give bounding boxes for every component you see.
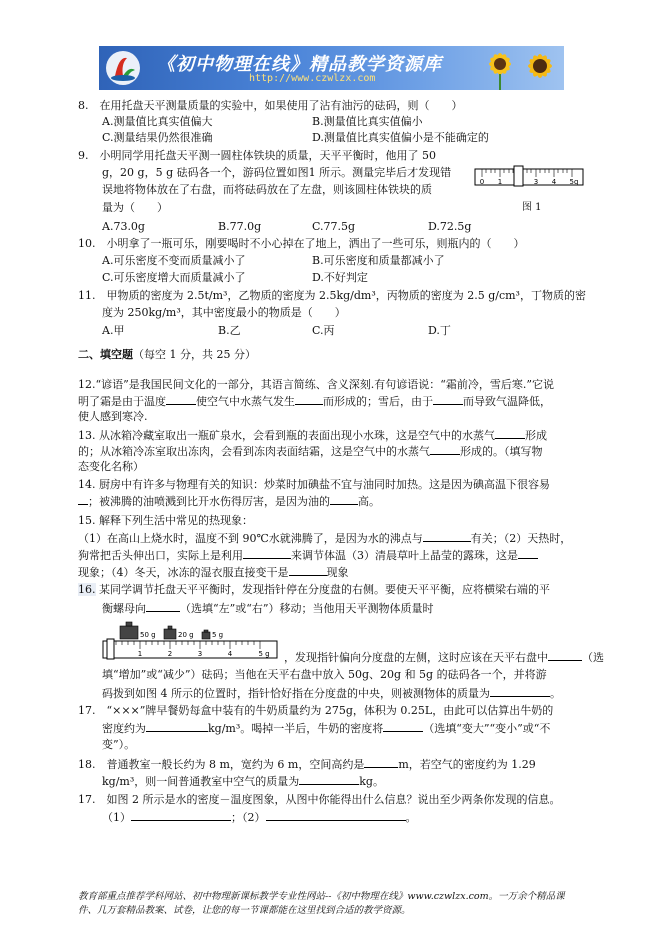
q18-blank-2[interactable]	[299, 774, 359, 785]
rider-icon	[514, 166, 523, 186]
q11-option-c: C.丙	[312, 324, 335, 337]
q9-line-3: 误地将物体放在了右盘，而将砝码放在了左盘，则该圆柱体铁块的质	[102, 183, 432, 196]
q13-line-3: 态变化名称）	[78, 460, 144, 473]
sunflower-icon	[479, 46, 521, 90]
q13-line-1: 13. 从冰箱冷藏室取出一瓶矿泉水，会看到瓶的表面出现小水珠，这是空气中的水蒸气 形成	[78, 429, 547, 442]
q17b-line-2: （1） ；（2） 。	[102, 811, 417, 824]
q17a-line-1: 17. “×××”牌早餐奶每盒中装有的牛奶质量约为 275g，体积为 0.25L，由此可以估算出牛奶的	[78, 704, 554, 717]
q12-line-2: 明了霜是由于温度 使空气中水蒸气发生 而形成的；雪后，由于 而导致气温降低，	[78, 395, 551, 408]
q9-option-d: D.72.5g	[428, 220, 472, 233]
svg-text:4: 4	[227, 650, 233, 658]
q17b-line-1: 17. 如图 2 所示是水的密度－温度图象，从图中你能得出什么信息？说出至少两条你发现的信息。	[78, 793, 561, 806]
q15-blank-1[interactable]	[423, 531, 471, 542]
q16-number: 16.	[78, 583, 96, 596]
q17b-blank-1[interactable]	[131, 810, 231, 821]
q11-option-a: A.甲	[102, 324, 125, 337]
svg-text:20 g: 20 g	[178, 631, 194, 639]
q14-blank-2[interactable]	[330, 494, 358, 505]
q15-line-4: 现象；（4）冬天，冰冻的湿衣服直接变干是 现象	[78, 566, 349, 579]
q10-option-b: B.可乐密度和质量都减小了	[312, 254, 445, 267]
figure-1-caption: 图 1	[522, 202, 542, 213]
q13-line-2: 的；从冰箱冷冻室取出冻肉，会看到冻肉表面结霜，这是空气中的水蒸气 形成的。（填写物	[78, 445, 543, 458]
svg-text:3: 3	[197, 650, 203, 658]
q8-option-b: B.测量值比真实值偏小	[312, 115, 423, 128]
rider-icon	[107, 639, 114, 659]
q10-option-a: A.可乐密度不变而质量减小了	[102, 254, 246, 267]
section-2-heading	[78, 348, 256, 362]
q14-blank-1[interactable]	[78, 494, 88, 505]
svg-text:1: 1	[497, 178, 503, 186]
q15-blank-4[interactable]	[289, 565, 327, 576]
q11-option-d: D.丁	[428, 324, 451, 337]
rider-scale-figure-1	[474, 165, 586, 187]
q18-blank-1[interactable]	[364, 757, 398, 768]
page-footer	[78, 890, 608, 918]
q9-line-2: g，20 g，5 g 砝码各一个，游码位置如图1 所示。测量完毕后才发现错	[102, 166, 452, 179]
q16-line-5: 码拨到如图 4 所示的位置时，指针恰好指在分度盘的中央，则被测物体的质量为 。	[102, 687, 561, 700]
q15-line-3: 狗常把舌头伸出口，实际上是利用 来调节体温（3）清晨草叶上晶莹的露珠，这是	[78, 548, 538, 563]
q9-line-1: 9. 小明同学用托盘天平测一圆柱体铁块的质量，天平平衡时，他用了 50	[78, 149, 436, 162]
svg-text:50 g: 50 g	[140, 631, 156, 639]
sunflower-icon	[519, 46, 561, 90]
q16-blank-2[interactable]	[548, 650, 582, 661]
q15-blank-2[interactable]	[243, 548, 291, 559]
q15-line-1: 15. 解释下列生活中常见的热现象：	[78, 514, 253, 527]
footer-line-2: 件、几万套精品教案、试卷，让您的每一节课都能在这里找到合适的教学资源。	[78, 905, 411, 916]
q10-option-d: D.不好判定	[312, 271, 368, 284]
q11-line-1: 11. 甲物质的密度为 2.5t/m³，乙物质的密度为 2.5kg/dm³，丙物质的密度为 2.5 g/cm³，丁物质的密	[78, 289, 586, 302]
q11-option-b: B.乙	[218, 324, 241, 337]
q17a-blank-1[interactable]	[146, 721, 208, 732]
q9-option-c: C.77.5g	[312, 220, 356, 233]
q16-blank-3[interactable]	[490, 686, 550, 697]
q13-blank-1[interactable]	[495, 428, 525, 439]
q12-line-1: 12.“谚语”是我国民间文化的一部分，其语言简练、含义深刻.有句谚语说：“霜前冷，雪后寒.”它说	[78, 378, 554, 391]
q16-line-4: 填“增加”或“减少”）砝码；当他在天平右盘中放入 50g、20g 和 5g 的砝码各一个，并将游	[102, 668, 547, 681]
q14-line-2: ；被沸腾的油喷溅到比开水伤得厉害，是因为油的 高。	[78, 494, 380, 509]
q9-option-a: A.73.0g	[102, 220, 145, 233]
q12-line-3: 使人感到寒冷.	[78, 410, 148, 423]
q17b-blank-2[interactable]	[266, 810, 406, 821]
section-2-note: （每空 1 分，共 25 分）	[133, 348, 256, 361]
svg-text:1: 1	[137, 650, 143, 658]
section-2-title: 二、填空题	[78, 348, 133, 361]
svg-text:5 g: 5 g	[258, 650, 270, 658]
q16-line-1: 16. 某同学调节托盘天平平衡时，发现指针停在分度盘的右侧。要使天平平衡，应将横梁右端的平	[78, 583, 550, 596]
q18-line-2: kg/m³，则一间普通教室中空气的质量为 kg。	[102, 775, 384, 788]
q8-stem: 8. 在用托盘天平测量质量的实验中，如果使用了沾有油污的砝码，则（ ）	[78, 99, 463, 112]
q11-line-2: 度为 250kg/m³，其中密度最小的物质是（ ）	[102, 306, 346, 319]
q16-line-2: 衡螺母向 （选填“左”或“右”）移动；当他用天平测物体质量时	[102, 602, 434, 615]
q16-blank-1[interactable]	[146, 601, 180, 612]
q12-blank-1[interactable]	[166, 394, 196, 405]
header-banner	[99, 46, 564, 90]
svg-text:3: 3	[533, 178, 539, 186]
q12-blank-3[interactable]	[433, 394, 463, 405]
svg-text:4: 4	[551, 178, 557, 186]
q9-option-b: B.77.0g	[218, 220, 262, 233]
site-logo-icon	[105, 50, 141, 86]
q18-line-1: 18. 普通教室一般长约为 8 m，宽约为 6 m，空间高约是 m，若空气的密度约为 1.29	[78, 758, 536, 771]
balance-weights-figure-4	[102, 620, 282, 660]
footer-line-1: 教育部重点推荐学科网站、初中物理新课标教学专业性网站--《初中物理在线》www.czwlzx.com。一万余个精品课	[78, 891, 565, 902]
q14-line-1: 14. 厨房中有许多与物理有关的知识：炒菜时加碘盐不宜与油同时加热。这是因为碘高温下很容易	[78, 478, 550, 491]
q15-line-2: （1）在高山上烧水时，温度不到 90℃水就沸腾了，是因为水的沸点与 有关；（2）天热时，	[78, 532, 572, 545]
q10-stem: 10. 小明拿了一瓶可乐，刚要喝时不小心掉在了地上，洒出了一些可乐，则瓶内的（ ）	[78, 237, 525, 250]
q13-blank-2[interactable]	[430, 444, 460, 455]
q8-option-c: C.测量结果仍然很准确	[102, 131, 213, 144]
q10-option-c: C.可乐密度增大而质量减小了	[102, 271, 246, 284]
svg-text:0: 0	[479, 178, 485, 186]
q8-option-a: A.测量值比真实值偏大	[102, 115, 213, 128]
banner-title: 《初中物理在线》精品教学资源库	[157, 54, 442, 75]
svg-text:5 g: 5 g	[212, 631, 224, 639]
q16-line-3: ，发现指针偏向分度盘的左侧，这时应该在天平右盘中 （选	[284, 651, 604, 664]
q12-blank-2[interactable]	[295, 394, 323, 405]
q15-blank-3[interactable]	[518, 548, 538, 559]
q17a-line-2: 密度约为 kg/m³。喝掉一半后，牛奶的密度将 （选填“变大”“变小”或“不	[102, 722, 551, 735]
q17a-line-3: 变”）。	[102, 738, 136, 751]
q9-line-4: 量为（ ）	[102, 201, 168, 214]
svg-text:5g: 5g	[569, 178, 579, 186]
q17a-blank-2[interactable]	[383, 721, 423, 732]
q8-option-d: D.测量值比真实值偏小是不能确定的	[312, 131, 489, 144]
svg-text:2: 2	[167, 650, 173, 658]
banner-url[interactable]: http://www.czwlzx.com	[249, 73, 376, 84]
